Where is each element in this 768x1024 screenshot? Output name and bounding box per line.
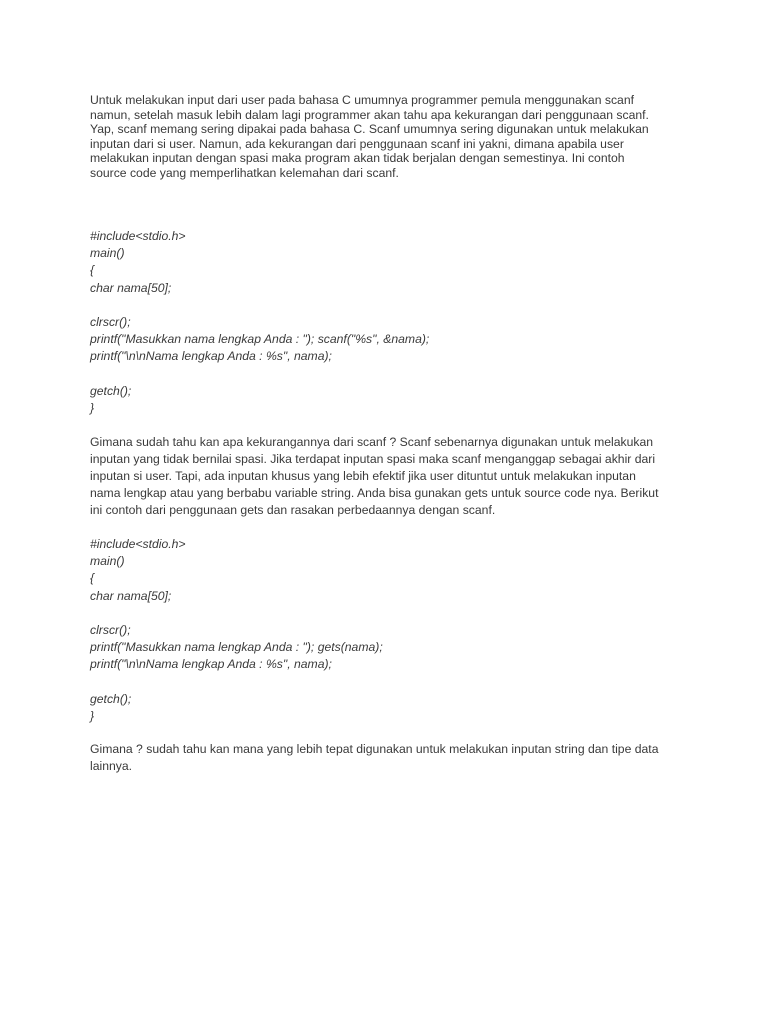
- text-line: Gimana ? sudah tahu kan mana yang lebih tepat digunakan untuk melakukan inputan string dan tipe data: [90, 742, 659, 756]
- code-line: clrscr();: [90, 622, 131, 637]
- closing-paragraph: [90, 741, 690, 775]
- text-line: Yap, scanf memang sering dipakai pada bahasa C. Scanf umumnya sering digunakan untuk melakukan: [90, 122, 649, 137]
- code-line: getch();: [90, 691, 132, 706]
- code-line: {: [90, 263, 95, 278]
- text-line: namun, setelah masuk lebih dalam lagi programmer akan tahu apa kekurangan dari penggunaan scanf.: [90, 107, 649, 122]
- code-line: main(): [90, 246, 125, 261]
- text-line: Untuk melakukan input dari user pada bahasa C umumnya programmer pemula menggunakan scanf: [90, 93, 634, 107]
- code-line: {: [90, 571, 95, 586]
- text-line: lainnya.: [90, 759, 133, 773]
- code-blank-line: [90, 674, 690, 691]
- code-line: }: [90, 708, 95, 723]
- code-line: getch();: [90, 383, 132, 398]
- code-line: printf("Masukkan nama lengkap Anda : "); scanf("%s", &nama);: [90, 332, 430, 347]
- text-line: ini contoh dari penggunaan gets dan rasakan perbedaannya dengan scanf.: [90, 503, 496, 517]
- text-line: inputan dari si user. Namun, ada kekurangan dari penggunaan scanf ini yakni, dimana apabila user: [90, 136, 624, 151]
- text-line: Gimana sudah tahu kan apa kekurangannya dari scanf ? Scanf sebenarnya digunakan untuk melakukan: [90, 435, 654, 449]
- explanation-paragraph: [90, 434, 690, 519]
- code-blank-line: [90, 605, 690, 622]
- text-line: nama lengkap atau yang berbabu variable string. Anda bisa gunakan gets untuk source code nya. Berikut: [90, 486, 659, 500]
- code-line: printf("\n\nNama lengkap Anda : %s", nama);: [90, 349, 332, 364]
- scanf-code-sample: [90, 228, 690, 417]
- code-line: printf("\n\nNama lengkap Anda : %s", nama);: [90, 657, 332, 672]
- code-line: #include<stdio.h>: [90, 229, 186, 243]
- code-blank-line: [90, 366, 690, 383]
- intro-paragraph: [90, 93, 690, 181]
- code-line: }: [90, 400, 95, 415]
- text-line: inputan yang tidak bernilai spasi. Jika terdapat inputan spasi maka scanf menganggap sebagai akhir dari: [90, 452, 656, 466]
- code-line: main(): [90, 554, 125, 569]
- text-line: inputan si user. Tapi, ada inputan khusus yang lebih efektif jika user dituntut untuk melakukan inputan: [90, 469, 636, 483]
- text-line: source code yang memperlihatkan kelemahan dari scanf.: [90, 165, 399, 180]
- code-line: clrscr();: [90, 314, 131, 329]
- text-line: melakukan inputan dengan spasi maka program akan tidak berjalan dengan semestinya. Ini contoh: [90, 151, 625, 166]
- code-blank-line: [90, 297, 690, 314]
- code-line: char nama[50];: [90, 280, 172, 295]
- code-line: #include<stdio.h>: [90, 537, 186, 551]
- code-line: printf("Masukkan nama lengkap Anda : "); gets(nama);: [90, 640, 383, 655]
- code-line: char nama[50];: [90, 588, 172, 603]
- gets-code-sample: [90, 536, 690, 725]
